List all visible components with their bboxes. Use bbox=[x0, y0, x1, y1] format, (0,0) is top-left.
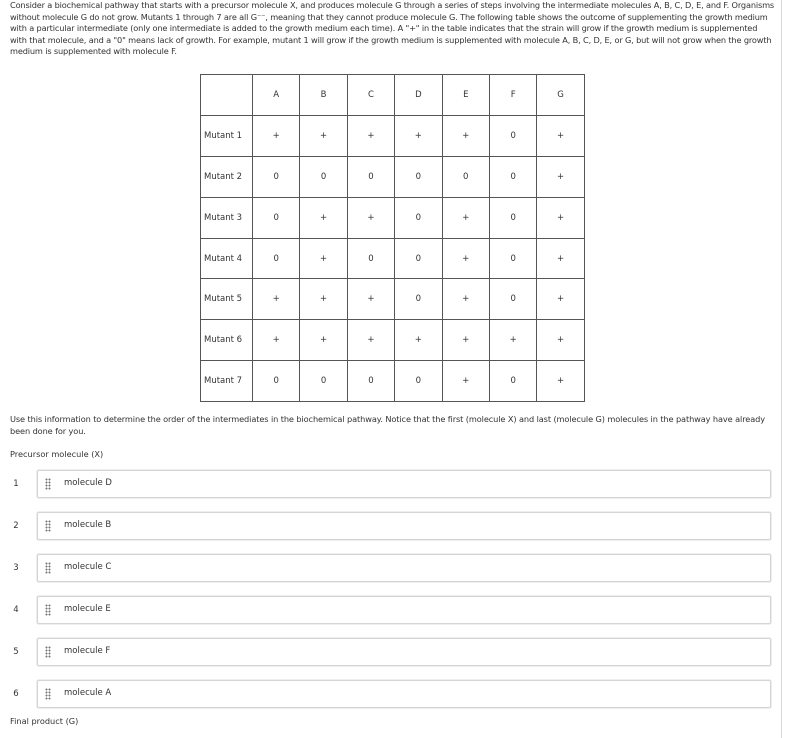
row-label: Mutant 6 bbox=[201, 320, 253, 361]
table-row bbox=[201, 361, 585, 402]
right-border bbox=[781, 0, 782, 738]
instructions: Use this information to determine the order of the intermediates in the biochemical pathway. Notice that the first (molecule X) and last (molecule G) molecules in the pathway have already been done for you. bbox=[10, 414, 765, 436]
growth-cell: + bbox=[537, 115, 584, 156]
table-header-row bbox=[201, 75, 585, 116]
growth-cell: + bbox=[442, 320, 489, 361]
growth-cell: + bbox=[537, 279, 584, 320]
drag-handle-icon[interactable] bbox=[45, 562, 51, 574]
column-header: B bbox=[300, 75, 347, 116]
growth-cell: + bbox=[347, 320, 394, 361]
growth-cell: + bbox=[537, 238, 584, 279]
table-row bbox=[201, 197, 585, 238]
growth-cell: + bbox=[442, 238, 489, 279]
growth-cell: + bbox=[300, 197, 347, 238]
rank-number: 4 bbox=[13, 605, 19, 615]
growth-cell: + bbox=[253, 115, 300, 156]
draggable-answer-item[interactable] bbox=[37, 512, 771, 540]
row-label: Mutant 2 bbox=[201, 156, 253, 197]
growth-cell: 0 bbox=[347, 238, 394, 279]
table-row bbox=[201, 238, 585, 279]
growth-cell: 0 bbox=[395, 361, 442, 402]
table-row bbox=[201, 320, 585, 361]
column-header: A bbox=[253, 75, 300, 116]
growth-cell: + bbox=[537, 197, 584, 238]
rank-number: 5 bbox=[13, 647, 19, 657]
growth-cell: 0 bbox=[395, 156, 442, 197]
row-label: Mutant 4 bbox=[201, 238, 253, 279]
answer-item-label: molecule A bbox=[64, 688, 112, 698]
drag-handle-icon[interactable] bbox=[45, 478, 51, 490]
rank-number: 6 bbox=[13, 689, 19, 699]
drag-handle-icon[interactable] bbox=[45, 604, 51, 616]
draggable-answer-item[interactable] bbox=[37, 680, 771, 708]
column-header: C bbox=[347, 75, 394, 116]
growth-cell: 0 bbox=[395, 238, 442, 279]
growth-cell: + bbox=[347, 197, 394, 238]
growth-cell: + bbox=[300, 115, 347, 156]
growth-cell: 0 bbox=[395, 197, 442, 238]
growth-cell: + bbox=[537, 361, 584, 402]
growth-cell: + bbox=[253, 279, 300, 320]
question-intro: Consider a biochemical pathway that starts with a precursor molecule X, and produces molecule G through a series of steps involving the intermediate molecules A, B, C, D, E, and F. Organisms without molecule G do not grow. Mutants 1 through 7 are all G⁻⁻, meaning that they cannot produce molecule G. The following table shows the outcome of supplementing the growth medium with a particular intermediate (only one intermediate is added to the growth medium each time). A "+" in the table indicates that the strain will grow if the growth medium is supplemented with that molecule, and a "0" means lack of growth. For example, mutant 1 will grow if the growth medium is supplemented with molecule A, B, C, D, E, or G, but will not grow when the growth medium is supplemented with molecule F. bbox=[10, 0, 775, 57]
growth-cell: + bbox=[300, 238, 347, 279]
growth-cell: + bbox=[442, 279, 489, 320]
growth-cell: + bbox=[347, 279, 394, 320]
growth-cell: + bbox=[489, 320, 536, 361]
rank-number: 3 bbox=[13, 563, 19, 573]
column-header: E bbox=[442, 75, 489, 116]
answer-item-label: molecule D bbox=[64, 478, 112, 488]
growth-cell: 0 bbox=[489, 238, 536, 279]
growth-cell: 0 bbox=[253, 197, 300, 238]
answer-item-label: molecule E bbox=[64, 604, 111, 614]
row-label: Mutant 5 bbox=[201, 279, 253, 320]
growth-cell: 0 bbox=[300, 156, 347, 197]
column-header: F bbox=[489, 75, 536, 116]
growth-table bbox=[200, 74, 585, 402]
final-product-label: Final product (G) bbox=[10, 716, 79, 726]
growth-cell: 0 bbox=[347, 156, 394, 197]
growth-cell: + bbox=[537, 320, 584, 361]
row-label: Mutant 7 bbox=[201, 361, 253, 402]
growth-cell: 0 bbox=[489, 197, 536, 238]
draggable-answer-item[interactable] bbox=[37, 470, 771, 498]
growth-cell: + bbox=[442, 115, 489, 156]
drag-handle-icon[interactable] bbox=[45, 520, 51, 532]
table-row bbox=[201, 156, 585, 197]
column-header: G bbox=[537, 75, 584, 116]
growth-cell: + bbox=[300, 279, 347, 320]
drag-handle-icon[interactable] bbox=[45, 646, 51, 658]
table-row bbox=[201, 279, 585, 320]
growth-cell: + bbox=[442, 197, 489, 238]
growth-cell: + bbox=[253, 320, 300, 361]
row-label: Mutant 3 bbox=[201, 197, 253, 238]
growth-cell: + bbox=[442, 361, 489, 402]
growth-cell: + bbox=[347, 115, 394, 156]
drag-handle-icon[interactable] bbox=[45, 688, 51, 700]
rank-number: 2 bbox=[13, 521, 19, 531]
answer-item-label: molecule C bbox=[64, 562, 112, 572]
draggable-answer-item[interactable] bbox=[37, 638, 771, 666]
row-label: Mutant 1 bbox=[201, 115, 253, 156]
growth-cell: + bbox=[537, 156, 584, 197]
growth-cell: 0 bbox=[489, 279, 536, 320]
growth-cell: 0 bbox=[300, 361, 347, 402]
growth-cell: 0 bbox=[489, 361, 536, 402]
rank-number: 1 bbox=[13, 479, 19, 489]
growth-cell: 0 bbox=[489, 115, 536, 156]
answer-item-label: molecule B bbox=[64, 520, 112, 530]
draggable-answer-item[interactable] bbox=[37, 596, 771, 624]
growth-cell: + bbox=[395, 320, 442, 361]
growth-cell: 0 bbox=[395, 279, 442, 320]
growth-cell: 0 bbox=[489, 156, 536, 197]
growth-cell: + bbox=[300, 320, 347, 361]
column-header: D bbox=[395, 75, 442, 116]
growth-cell: 0 bbox=[253, 156, 300, 197]
growth-cell: 0 bbox=[253, 238, 300, 279]
answer-item-label: molecule F bbox=[64, 646, 111, 656]
table-corner-cell bbox=[201, 75, 253, 116]
table-row bbox=[201, 115, 585, 156]
precursor-label: Precursor molecule (X) bbox=[10, 449, 104, 459]
draggable-answer-item[interactable] bbox=[37, 554, 771, 582]
growth-cell: 0 bbox=[253, 361, 300, 402]
growth-cell: + bbox=[395, 115, 442, 156]
growth-cell: 0 bbox=[442, 156, 489, 197]
growth-cell: 0 bbox=[347, 361, 394, 402]
